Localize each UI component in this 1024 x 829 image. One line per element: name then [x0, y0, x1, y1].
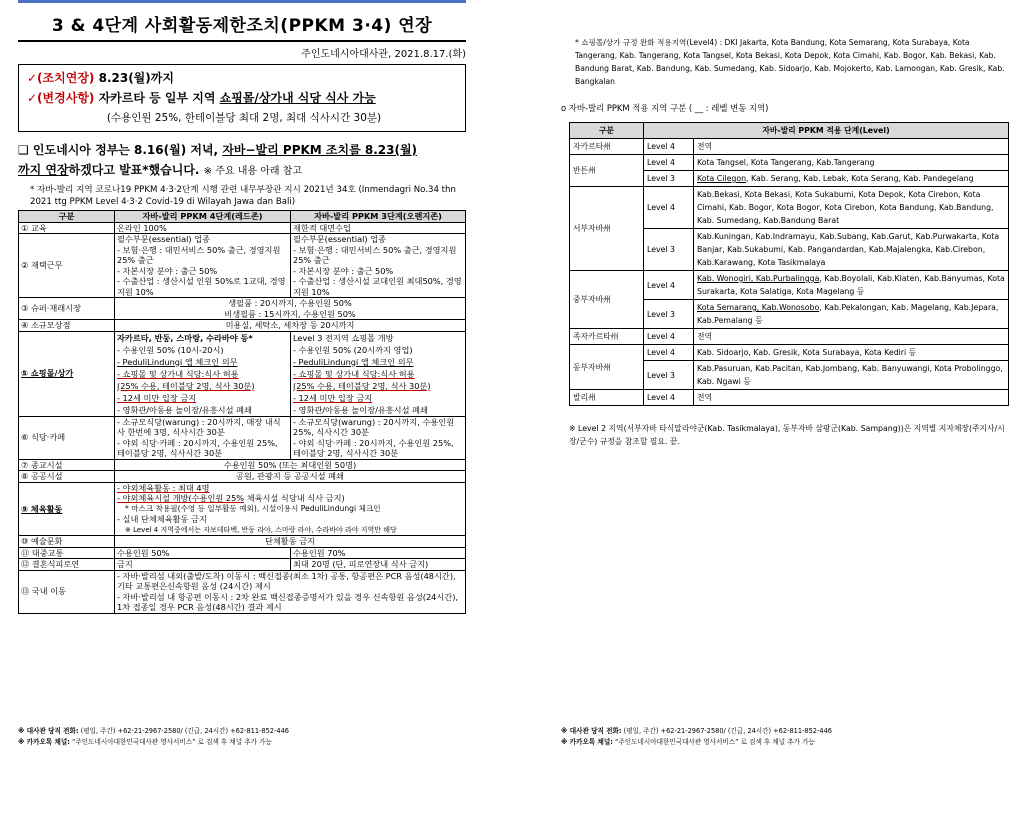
footer-phone-label: ※ 대사관 당직 전화: [18, 727, 79, 735]
cell-level3: 제한적 대면수업 [291, 222, 466, 234]
cell-line: 필수부문(essential) 업종 [117, 234, 211, 244]
header-category: 구분 [19, 211, 115, 223]
areas-cell: 전역 [694, 390, 1009, 406]
areas-cell [694, 171, 1009, 187]
region-name: 발리州 [570, 390, 644, 406]
cell-line: 자카르타, 반둥, 스마랑, 수라바야 등* [117, 332, 253, 343]
cell-line: 필수부문(essential) 업종 [293, 234, 387, 244]
level2-note: ※ Level 2 지역(서부자바 타식말라야군(Kab. Tasikmalaya), 동부자바 삼팡군(Kab. Sampang))은 지역별 지자체장(주지사/시장/군수) 규정을 참조할 필요. 끝. [569, 424, 1005, 446]
row-label: ⑩ 예술문화 [19, 536, 115, 548]
cell-line: - PeduliLindungi 앱 체크인 의무 [293, 356, 414, 367]
announcement-c: 까지 연장 [18, 163, 69, 177]
table-row [570, 390, 1009, 406]
row-label: ② 재택근무 [19, 234, 115, 298]
cell-line: - 자바·발리섬 내외(출발/도착) 이동시 : 백신접종(최소 1차) 공통, 항공편은 PCR 음성(48시간), 기타 교통편은신속항원 음성 (24시간) 제시 [117, 570, 456, 591]
areas-cell: Kab.Kuningan, Kab.Indramayu, Kab.Subang, Kab.Garut, Kab.Purwakarta, Kota Banjar, Kab.Sukabumi, Kab. Pangandardan, Kab.Majalengka, Kab.Cirebon, Kab.Karawang, Kota Tasikmalaya [694, 229, 1009, 271]
areas-cell: 전역 [694, 329, 1009, 345]
level-cell: Level 4 [644, 390, 694, 406]
cell-line: - 영화관/아동용 놀이장/유흥시설 폐쇄 [293, 404, 428, 415]
left-page [18, 0, 466, 746]
areas-cell: Kab.Pasuruan, Kab.Pacitan, Kab.Jombang, Kab. Banyuwangi, Kota Probolinggo, Kab. Ngawi 등 [694, 361, 1009, 390]
changed-area: Kab. Wonogiri, Kab.Purbalingga [697, 274, 820, 283]
row-label: ③ 슈퍼·재래시장 [19, 298, 115, 320]
cell-line: - 쇼핑몰 및 상가내 식당:식사 허용 [293, 368, 415, 379]
decree-reference: * 자바-발리 지역 코로나19 PPKM 4·3·2단계 시행 관련 내무부장관 지시 2021년 34호 (Inmendagri No.34 thn 2021 ttg PPKM Level 4·3·2 Covid-19 di Wilayah Jawa dan Bali) [30, 185, 456, 207]
cell-line: (25% 수용, 테이블당 2명, 식사 30분) [117, 380, 255, 391]
footer-kakao: “주인도네시아대한민국대사관 영사서비스” 로 검색 후 채널 추가 가능 [69, 738, 272, 746]
cell-line: - 자본시장 분야 : 출근 50% [293, 265, 394, 276]
table-row [19, 459, 466, 471]
cell-merged [115, 570, 466, 613]
cell-line: - 쇼핑몰 및 상가내 식당:식사 허용 [117, 368, 239, 379]
cell-line: - 보험·은행 : 대민서비스 50% 출근, 경영지원 25% 출근 [293, 244, 457, 265]
table-row [570, 187, 1009, 229]
row-label-text: ⑤ 쇼핑몰/상가 [21, 368, 74, 379]
area-list: , Kab. Serang, Kab. Lebak, Kota Serang, Kab. Pandegelang [746, 174, 974, 183]
cell-line: * 마스크 착용필(수영 등 일부활동 예외), 시설이용시 PeduliLindungi 체크인 [125, 503, 381, 513]
cell-line: - 수출산업 : 생산시설 교대인원 최대50%, 경영지원 10% [293, 276, 462, 297]
cell-level3 [291, 331, 466, 416]
area-list: , Kab.Boyolali, Kab.Klaten, Kab.Banyumas, Kota Surakarta, Kota Salatiga, Kota Magelang 등 [697, 274, 1005, 296]
cell-line: 생필품 : 20시까지, 수용인원 50% [228, 298, 352, 308]
left-footer [18, 726, 466, 748]
cell-line: - 영화관/아동용 놀이장/유흥시설 폐쇄 [117, 404, 252, 415]
level-cell: Level 4 [644, 155, 694, 171]
cell-level3: 수용인원 70% [291, 547, 466, 559]
row-label [19, 331, 115, 416]
cell-line: - 12세 미만 입장 금지 [117, 392, 197, 403]
region-name: 중부자바州 [570, 271, 644, 329]
areas-cell: Kab.Bekasi, Kota Bekasi, Kota Sukabumi, Kota Depok, Kota Cirebon, Kota Cimahi, Kab. Bogor, Kota Bogor, Kota Cirebon, Kota Bandung, Kab.Bandung, Kab. Sumedang, Kab.Bandung Barat [694, 187, 1009, 229]
table-row [570, 155, 1009, 171]
summary-box [18, 64, 466, 132]
cell-line: - PeduliLindungi 앱 체크인 의무 [117, 356, 238, 367]
table-row [19, 482, 466, 536]
level-cell: Level 3 [644, 171, 694, 187]
cell-line: - 수용인원 50% (20시까지 영업) [293, 344, 413, 355]
cell-level4: 금지 [115, 559, 291, 571]
row-label: ⑪ 대중교통 [19, 547, 115, 559]
cell-line: - 보험·은행 : 대민서비스 50% 출근, 경영지원 25% 출근 [117, 244, 281, 265]
change-text-b: 쇼핑몰/상가내 식당 식사 가능 [219, 91, 376, 105]
level-cell: Level 4 [644, 271, 694, 300]
row-label [19, 482, 115, 536]
level-cell: Level 3 [644, 300, 694, 329]
table-row [19, 320, 466, 332]
table-row [19, 331, 466, 416]
level-cell: Level 4 [644, 329, 694, 345]
region-name: 족자카르타州 [570, 329, 644, 345]
table-row [19, 559, 466, 571]
cell-line: - 자본시장 분야 : 출근 50% [117, 265, 218, 276]
areas-cell: Kota Tangsel, Kota Tangerang, Kab.Tangerang [694, 155, 1009, 171]
cell-merged [115, 298, 466, 320]
cell-line: 비생필품 : 15시까지, 수용인원 50% [224, 308, 356, 319]
shopping-mall-note: * 쇼핑몰/상가 규정 완화 적용지역(Level4) : DKI Jakarta, Kota Bandung, Kota Semarang, Kota Surabaya, Kota Tangerang, Kab. Tangerang, Kota Tangsel, Kota Bekasi, Kota Depok, Kota Cimahi, Kab. Bogor, Kab. Bekasi, Kab. Bandung Barat, Kab. Bandung, Kab. Sumedang, Kab. Sidoarjo, Kab. Mojokerto, Kab. Lamongan, Kab. Gresik, Kab. Bangkalan [575, 38, 1005, 86]
cell-line: 체육시설 식당내 식사 금지) [246, 493, 345, 503]
cell-line: Level 3 전지역 쇼핑몰 개방 [293, 332, 394, 343]
announcement-b: 자바−발리 PPKM 조치를 8.23(월) [222, 143, 418, 157]
cell-level3: 최대 20명 (단, 피로연장내 식사 금지) [291, 559, 466, 571]
cell-line: - 소규모식당(warung) : 20시까지, 매장 내식사 한번에 3명, 식사시간 30분 [117, 416, 281, 437]
level-cell: Level 4 [644, 345, 694, 361]
table-row [570, 329, 1009, 345]
region-name: 자카르타州 [570, 139, 644, 155]
cell-line: - 야외 식당·카페 : 20시까지, 수용인원 25%, 테이블당 2명, 식사시간 30분 [293, 437, 454, 458]
title-top-bar [18, 0, 466, 3]
cell-level4: 온라인 100% [115, 222, 291, 234]
cell-level3 [291, 416, 466, 459]
cell-merged: 미용실, 세탁소, 세차장 등 20시까지 [115, 320, 466, 332]
row-label: ⑦ 종교시설 [19, 459, 115, 471]
header-region: 구분 [570, 123, 644, 139]
page-title: 3 & 4단계 사회활동제한조치(PPKM 3·4) 연장 [51, 16, 433, 36]
table-row [19, 416, 466, 459]
cell-line: (25% 수용, 테이블당 2명, 식사 30분) [293, 380, 431, 391]
areas-cell: Kab. Sidoarjo, Kab. Gresik, Kota Surabaya, Kota Kediri 등 [694, 345, 1009, 361]
level-cell: Level 4 [644, 139, 694, 155]
announcement-note: ※ 주요 내용 아래 참고 [203, 166, 303, 177]
table-row [19, 471, 466, 483]
title-underline [18, 40, 466, 42]
region-table [569, 122, 1009, 406]
cell-line: - 야외체육시설 개방(수용인원 25% [117, 493, 245, 503]
region-subtitle: o 자바-발리 PPKM 적용 지역 구분 ( __ : 레벨 변동 지역) [561, 103, 769, 113]
areas-cell: 전역 [694, 139, 1009, 155]
change-detail: (수용인원 25%, 한테이블당 최대 2명, 최대 식사시간 30분) [106, 112, 382, 124]
cell-level4 [115, 331, 291, 416]
areas-cell [694, 300, 1009, 329]
changed-area: Kota Cilegon [697, 174, 747, 183]
region-name: 동부자바州 [570, 345, 644, 390]
row-label: ⑬ 국내 이동 [19, 570, 115, 613]
table-row [19, 222, 466, 234]
footer-phone: (평일, 주간) +62-21-2967-2580/ (긴급, 24시간) +62-811-852-446 [621, 727, 832, 735]
table-row [19, 547, 466, 559]
changed-area: Kota Semarang, Kab.Wonosobo [697, 303, 820, 312]
issue-date: 주인도네시아대사관, 2021.8.17.(화) [301, 49, 466, 60]
change-text-a: 자카르타 등 일부 지역 [98, 91, 216, 105]
announcement-d: 하겠다고 발표*했습니다. [68, 163, 200, 177]
change-label: ✓(변경사항) [27, 91, 95, 105]
table-row [570, 271, 1009, 300]
footer-kakao: “주인도네시아대한민국대사관 영사서비스” 로 검색 후 채널 추가 가능 [612, 738, 815, 746]
level-cell: Level 3 [644, 229, 694, 271]
row-label: ⑧ 공공시설 [19, 471, 115, 483]
row-label-text: ⑨ 체육활동 [21, 503, 63, 514]
measures-table [18, 210, 466, 614]
footer-kakao-label: ※ 카카오톡 채널: [18, 738, 70, 746]
footer-phone-label: ※ 대사관 당직 전화: [561, 727, 622, 735]
cell-line: - 야외 식당·카페 : 20시까지, 수용인원 25%, 테이블당 2명, 식사시간 30분 [117, 437, 278, 458]
cell-level4 [115, 234, 291, 298]
footer-kakao-label: ※ 카카오톡 채널: [561, 738, 613, 746]
cell-level4 [115, 416, 291, 459]
table-row [19, 298, 466, 320]
level-cell: Level 3 [644, 361, 694, 390]
table-row [19, 570, 466, 613]
area-list: , Kab.Pekalongan, Kab. Magelang, Kab.Jepara, Kab.Pemalang 등 [697, 303, 999, 325]
cell-line: - 소규모식당(warung) : 20시까지, 수용인원 25%, 식사시간 30분 [293, 416, 455, 437]
cell-merged: 수용인원 50% (또는 최대인원 50명) [115, 459, 466, 471]
cell-level3 [291, 234, 466, 298]
cell-line: ※ Level 4 지역중에서는 자보데타벡, 반둥 라야, 스마랑 라야, 수라바야 라야 지역만 해당 [125, 525, 397, 534]
cell-line: - 12세 미만 입장 금지 [293, 392, 373, 403]
level-cell: Level 4 [644, 187, 694, 229]
footer-phone: (평일, 주간) +62-21-2967-2580/ (긴급, 24시간) +62-811-852-446 [78, 727, 289, 735]
region-name: 서부자바州 [570, 187, 644, 271]
table-row [19, 234, 466, 298]
row-label: ④ 소규모상점 [19, 320, 115, 332]
announcement-paragraph [18, 140, 466, 182]
region-name: 반튼州 [570, 155, 644, 187]
header-level3: 자바-발리 PPKM 3단계(오렌지존) [291, 211, 466, 223]
extension-label: ✓(조치연장) [27, 71, 95, 85]
table-row [19, 536, 466, 548]
cell-line: - 수출산업 : 생산시설 인원 50%로 1교대, 경영지원 10% [117, 276, 286, 297]
table-row [570, 345, 1009, 361]
cell-merged: 공원, 관광지 등 공공시설 폐쇄 [115, 471, 466, 483]
cell-line: - 수용인원 50% (10시-20시) [117, 344, 224, 355]
cell-line: - 자바·발리섬 내 항공편 이동시 : 2차 완료 백신접종증명서가 있을 경우 신속항원 음성(24시간), 1차 접종일 경우 PCR 음성(48시간) 결과 제시 [117, 591, 458, 612]
right-page [561, 0, 1009, 746]
cell-level4: 수용인원 50% [115, 547, 291, 559]
right-footer [561, 726, 1009, 748]
areas-cell [694, 271, 1009, 300]
row-label: ⑫ 결혼식피로연 [19, 559, 115, 571]
header-level: 자바-발리 PPKM 적용 단계(Level) [644, 123, 1009, 139]
header-level4: 자바-발리 PPKM 4단계(레드존) [115, 211, 291, 223]
row-label: ⑥ 식당·카페 [19, 416, 115, 459]
cell-merged: 단체활동 금지 [115, 536, 466, 548]
announcement-a: ❑ 인도네시아 정부는 8.16(월) 저녁, [18, 143, 219, 157]
extension-text: 8.23(월)까지 [98, 71, 174, 85]
cell-merged [115, 482, 466, 536]
cell-line: - 실내 단체체육활동 금지 [117, 514, 207, 524]
table-row [570, 139, 1009, 155]
cell-line: - 야외체육활동 : 최대 4명 [117, 482, 210, 493]
row-label: ① 교육 [19, 222, 115, 234]
